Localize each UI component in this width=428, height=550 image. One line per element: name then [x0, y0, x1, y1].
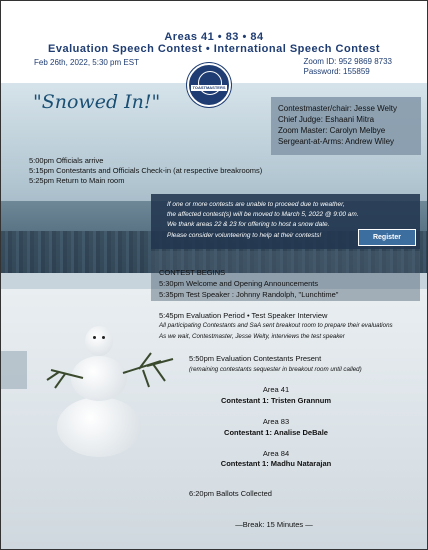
role-sergeant: Sergeant-at-Arms: Andrew Wiley: [278, 137, 395, 146]
notice-line: the affected contest(s) will be moved to March 5, 2022 @ 9:00 am.: [167, 211, 359, 218]
schedule-item: 5:15pm Contestants and Officials Check-in (at respective breakrooms): [29, 166, 263, 175]
contestant-area: Area 84: [262, 449, 290, 458]
schedule-item: 5:25pm Return to Main room: [29, 176, 125, 185]
role-contestmaster: Contestmaster/chair: Jesse Welty: [278, 104, 398, 113]
evaluation-note: As we wait, Contestmaster, Jesse Welty, interviews the test speaker: [159, 333, 345, 340]
logo-text: TOASTMASTERS: [192, 85, 226, 90]
contestant-name: Contestant 1: Tristen Grannum: [220, 396, 331, 405]
side-panel: [1, 351, 27, 389]
evaluation-note: All participating Contestants and SaA sent breakout room to prepare their evaluations: [159, 322, 393, 329]
contest-title: Evaluation Speech Contest • International Speech Contest: [48, 43, 380, 55]
toastmasters-logo: [187, 63, 231, 107]
register-button[interactable]: Register: [358, 229, 416, 246]
program-line: 5:30pm Welcome and Opening Announcements: [159, 279, 319, 288]
branch-arm-icon: [121, 351, 181, 391]
role-zoom-master: Zoom Master: Carolyn Melbye: [278, 126, 386, 135]
theme-title: "Snowed In!": [33, 91, 161, 113]
globe-icon: [198, 71, 222, 95]
snowman-head: [85, 326, 113, 356]
contest-begins-box: [151, 251, 420, 301]
notice-line: If one or more contests are unable to proceed due to weather,: [167, 201, 345, 208]
early-schedule: [29, 156, 262, 186]
role-chief-judge: Chief Judge: Eshaani Mitra: [278, 115, 375, 124]
zoom-password: Password: 155859: [303, 67, 370, 76]
contest-begins-heading: CONTEST BEGINS: [159, 268, 226, 277]
contestants-present: 5:50pm Evaluation Contestants Present: [189, 354, 322, 363]
contestant-name: Contestant 1: Madhu Natarajan: [220, 459, 332, 468]
contestant-area: Area 83: [262, 417, 290, 426]
areas-title: Areas 41 • 83 • 84: [164, 31, 264, 43]
zoom-info: [303, 57, 392, 77]
contestant-name: Contestant 1: Analise DeBale: [224, 428, 328, 437]
contestants-present-note: (remaining contestants sequester in breakout room until called): [189, 366, 362, 373]
notice-line: We thank areas 22 & 23 for offering to host a snow date.: [167, 221, 330, 228]
notice-line: Please consider volunteering to help at their contests!: [167, 232, 322, 239]
program-line: 5:35pm Test Speaker : Johnny Randolph, "Lunchtime": [159, 290, 339, 299]
weather-notice: [151, 194, 420, 249]
event-date: Feb 26th, 2022, 5:30 pm EST: [34, 58, 139, 67]
zoom-id: Zoom ID: 952 9869 8733: [303, 57, 392, 66]
schedule-item: 5:00pm Officials arrive: [29, 156, 104, 165]
officials-box: [271, 97, 421, 155]
contestant-area: Area 41: [262, 385, 290, 394]
ballots-collected: 6:20pm Ballots Collected: [189, 489, 272, 498]
evaluation-period: 5:45pm Evaluation Period • Test Speaker Interview: [159, 311, 328, 320]
break-notice: —Break: 15 Minutes —: [235, 520, 313, 529]
snowman-body: [57, 397, 141, 457]
branch-arm-icon: [45, 366, 85, 396]
